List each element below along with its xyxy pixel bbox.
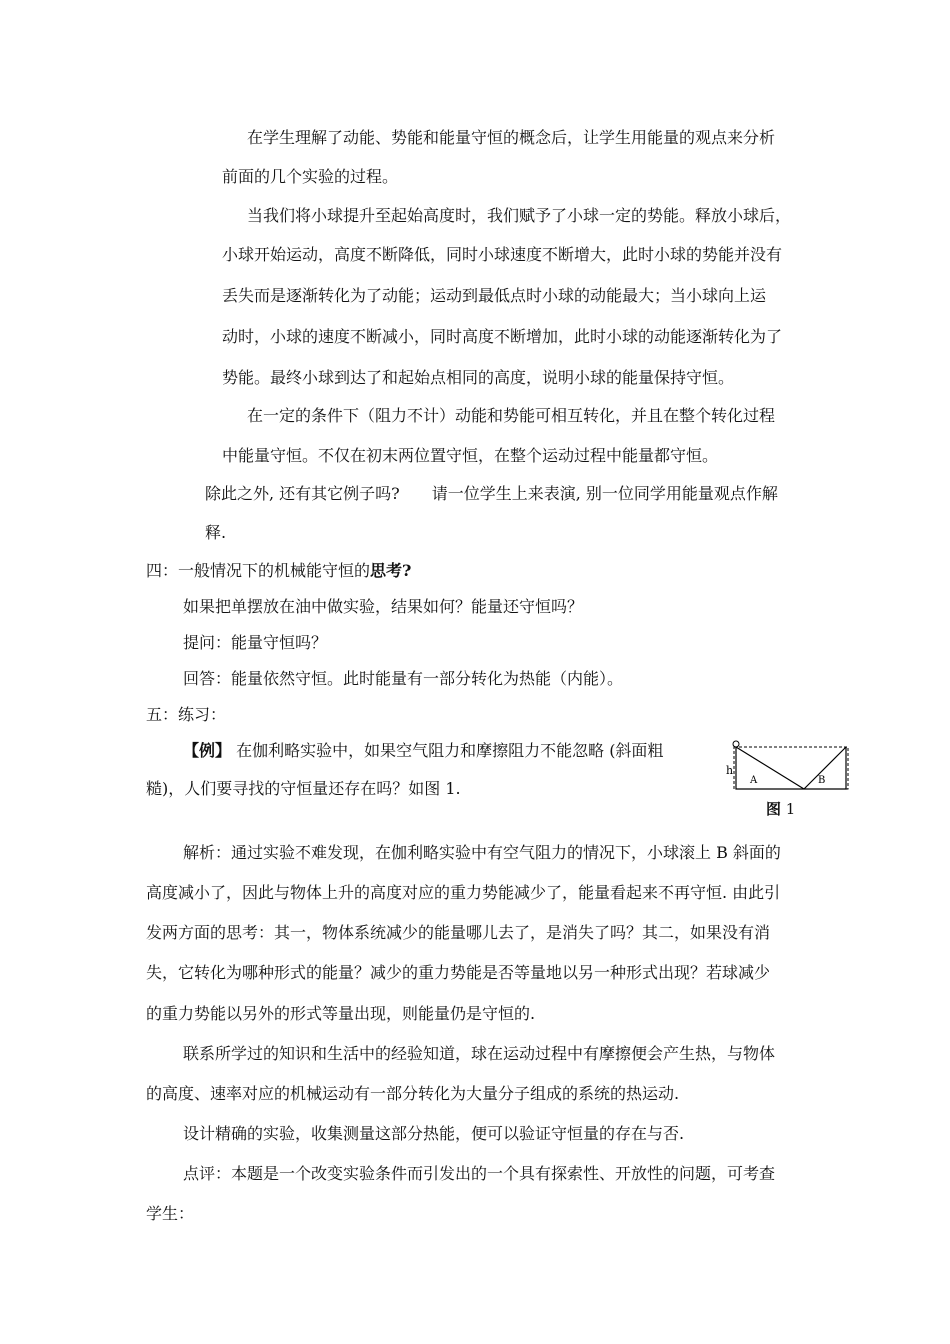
- section-4-heading: [146, 560, 411, 582]
- p2-line-1: 当我们将小球提升至起始高度时，我们赋予了小球一定的势能。释放小球后，: [247, 206, 792, 225]
- review-line-1: 点评：本题是一个改变实验条件而引发出的一个具有探索性、开放性的问题，可考查: [183, 1164, 776, 1183]
- section-4-question: 如果把单摆放在油中做实验，结果如何？能量还守恒吗？: [183, 597, 584, 616]
- figure-label-b: B: [818, 775, 826, 786]
- example-line-2: 糙)，人们要寻找的守恒量还存在吗？如图 1.: [146, 779, 461, 798]
- incline-a: [736, 747, 804, 789]
- figure-caption-label: 图: [766, 800, 782, 818]
- connect-line-1: 联系所学过的知识和生活中的经验知道，球在运动过程中有摩擦便会产生热，与物体: [183, 1044, 776, 1063]
- figure-label-h: h: [726, 764, 734, 777]
- ball-icon: [733, 741, 739, 747]
- section-4-answer: 回答：能量依然守恒。此时能量有一部分转化为热能（内能）。: [183, 669, 624, 688]
- design-line-1: 设计精确的实验，收集测量这部分热能，便可以验证守恒量的存在与否.: [183, 1124, 685, 1143]
- analysis-line-4: 失，它转化为哪种形式的能量？减少的重力势能是否等量地以另一种形式出现？若球减少: [146, 963, 771, 982]
- analysis-line-1: 解析：通过实验不难发现，在伽利略实验中有空气阻力的情况下，小球滚上 B 斜面的: [183, 843, 781, 862]
- section-5-heading: 五：练习：: [146, 705, 227, 724]
- p3-line-1: 在一定的条件下（阻力不计）动能和势能可相互转化，并且在整个转化过程: [247, 406, 776, 425]
- example-label: 【例】: [183, 741, 232, 760]
- figure-label-a: A: [750, 775, 758, 786]
- connect-line-2: 的高度、速率对应的机械运动有一部分转化为大量分子组成的系统的热运动.: [146, 1084, 680, 1103]
- section-4-heading-text: 四：一般情况下的机械能守恒的: [146, 561, 371, 580]
- example-line-1: [183, 740, 663, 762]
- analysis-line-5: 的重力势能以另外的形式等量出现，则能量仍是守恒的.: [146, 1004, 536, 1023]
- p4-line-2: 释.: [205, 523, 227, 542]
- section-4-heading-bold: 思考?: [370, 561, 412, 580]
- example-text: 在伽利略实验中，如果空气阻力和摩擦阻力不能忽略 (斜面粗: [231, 741, 664, 760]
- section-4-ask: 提问：能量守恒吗？: [183, 633, 328, 652]
- analysis-line-3: 发两方面的思考：其一，物体系统减少的能量哪儿去了，是消失了吗？其二，如果没有消: [146, 923, 771, 942]
- p2-line-2: 小球开始运动，高度不断降低，同时小球速度不断增大，此时小球的势能并没有: [222, 245, 783, 264]
- p1-line-1: 在学生理解了动能、势能和能量守恒的概念后，让学生用能量的观点来分析: [247, 128, 776, 147]
- analysis-line-2: 高度减小了，因此与物体上升的高度对应的重力势能减少了，能量看起来不再守恒. 由此引: [146, 883, 781, 902]
- p2-line-4: 动时，小球的速度不断减小，同时高度不断增加，此时小球的动能逐渐转化为了: [222, 327, 783, 346]
- figure-caption-number: 1: [781, 800, 796, 818]
- p3-line-2: 中能量守恒。不仅在初末两位置守恒，在整个运动过程中能量都守恒。: [222, 446, 719, 465]
- p1-line-2: 前面的几个实验的过程。: [222, 167, 399, 186]
- p2-line-3: 丢失而是逐渐转化为了动能；运动到最低点时小球的动能最大；当小球向上运: [222, 286, 767, 305]
- review-line-2: 学生：: [146, 1204, 195, 1223]
- figure-1-caption: [766, 798, 795, 819]
- p2-line-5: 势能。最终小球到达了和起始点相同的高度，说明小球的能量保持守恒。: [222, 368, 735, 387]
- p4-line-1: 除此之外, 还有其它例子吗? 请一位学生上来表演, 别一位同学用能量观点作解: [205, 484, 778, 503]
